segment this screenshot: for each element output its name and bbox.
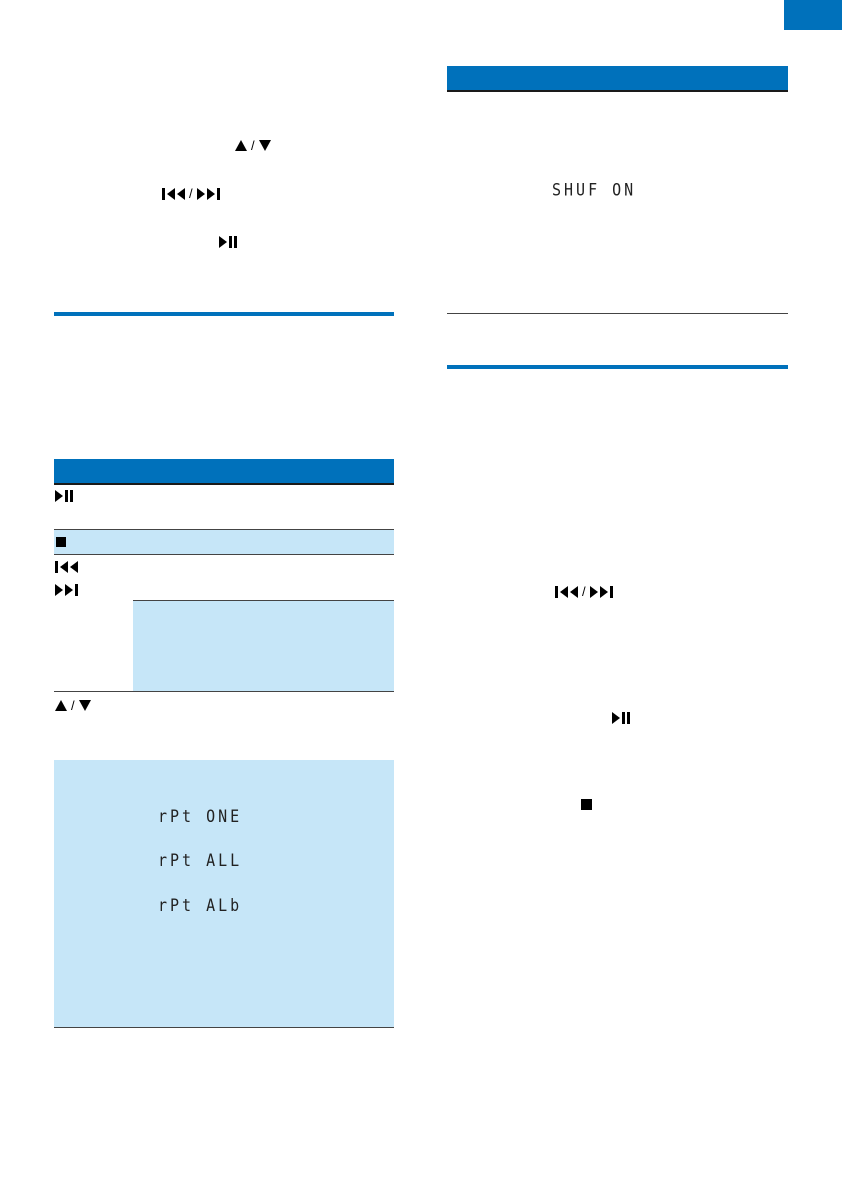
table-row-divider xyxy=(54,691,394,692)
section-rule-right xyxy=(447,365,788,369)
prev-icon-2 xyxy=(70,561,78,573)
table-up-down-icon xyxy=(55,698,91,713)
down-arrow-icon xyxy=(79,700,91,711)
prev-icon-2 xyxy=(570,586,578,598)
prev-next-buttons xyxy=(162,186,220,201)
pause-bar-1 xyxy=(622,712,625,724)
pause-bar-2 xyxy=(70,490,73,502)
pause-bar-1 xyxy=(229,236,232,248)
prev-icon xyxy=(167,188,175,200)
prev-bar xyxy=(55,561,58,573)
table-row-divider xyxy=(54,554,394,555)
table-prev-icon xyxy=(55,561,78,573)
play-icon xyxy=(219,236,227,248)
table-play-pause-icon xyxy=(55,490,73,502)
up-arrow-icon xyxy=(55,700,67,711)
pause-bar-2 xyxy=(234,236,237,248)
lcd-shuffle-on: SHUF ON xyxy=(552,179,637,201)
pause-bar-1 xyxy=(65,490,68,502)
stop-icon xyxy=(56,537,66,547)
play-icon xyxy=(612,712,620,724)
lcd-repeat-album: rPt ALb xyxy=(158,894,243,916)
next-icon xyxy=(197,188,205,200)
lcd-repeat-all: rPt ALL xyxy=(158,849,243,871)
table-subrow-note xyxy=(133,601,394,691)
section-rule-left xyxy=(54,312,394,316)
next-icon xyxy=(590,586,598,598)
prev-icon-2 xyxy=(177,188,185,200)
separator: / xyxy=(582,584,586,599)
prev-icon xyxy=(60,561,68,573)
right-table-header-bar xyxy=(447,66,788,92)
play-pause-button xyxy=(219,236,237,248)
next-icon xyxy=(55,584,63,596)
prev-icon xyxy=(560,586,568,598)
prev-bar xyxy=(555,586,558,598)
separator: / xyxy=(189,186,193,201)
table-bottom-rule xyxy=(54,1027,394,1028)
next-bar xyxy=(75,584,78,596)
table-next-icon xyxy=(55,584,78,596)
separator: / xyxy=(71,698,75,713)
right-stop-icon xyxy=(581,799,592,810)
up-arrow-icon xyxy=(235,140,247,151)
next-bar xyxy=(217,188,220,200)
up-down-buttons xyxy=(235,138,271,153)
right-prev-next-buttons xyxy=(555,584,613,599)
lcd-repeat-one: rPt ONE xyxy=(158,805,243,827)
next-icon-2 xyxy=(65,584,73,596)
right-table-bottom-rule xyxy=(447,313,788,314)
separator: / xyxy=(251,138,255,153)
play-icon xyxy=(55,490,63,502)
page-edge-tab xyxy=(782,0,842,30)
table-header-bar xyxy=(54,459,394,485)
pause-bar-2 xyxy=(627,712,630,724)
table-row-stop xyxy=(54,530,394,554)
right-play-pause-button xyxy=(612,712,630,724)
next-bar xyxy=(610,586,613,598)
table-row-repeat xyxy=(54,760,394,1027)
prev-bar xyxy=(162,188,165,200)
down-arrow-icon xyxy=(259,140,271,151)
next-icon-2 xyxy=(207,188,215,200)
next-icon-2 xyxy=(600,586,608,598)
